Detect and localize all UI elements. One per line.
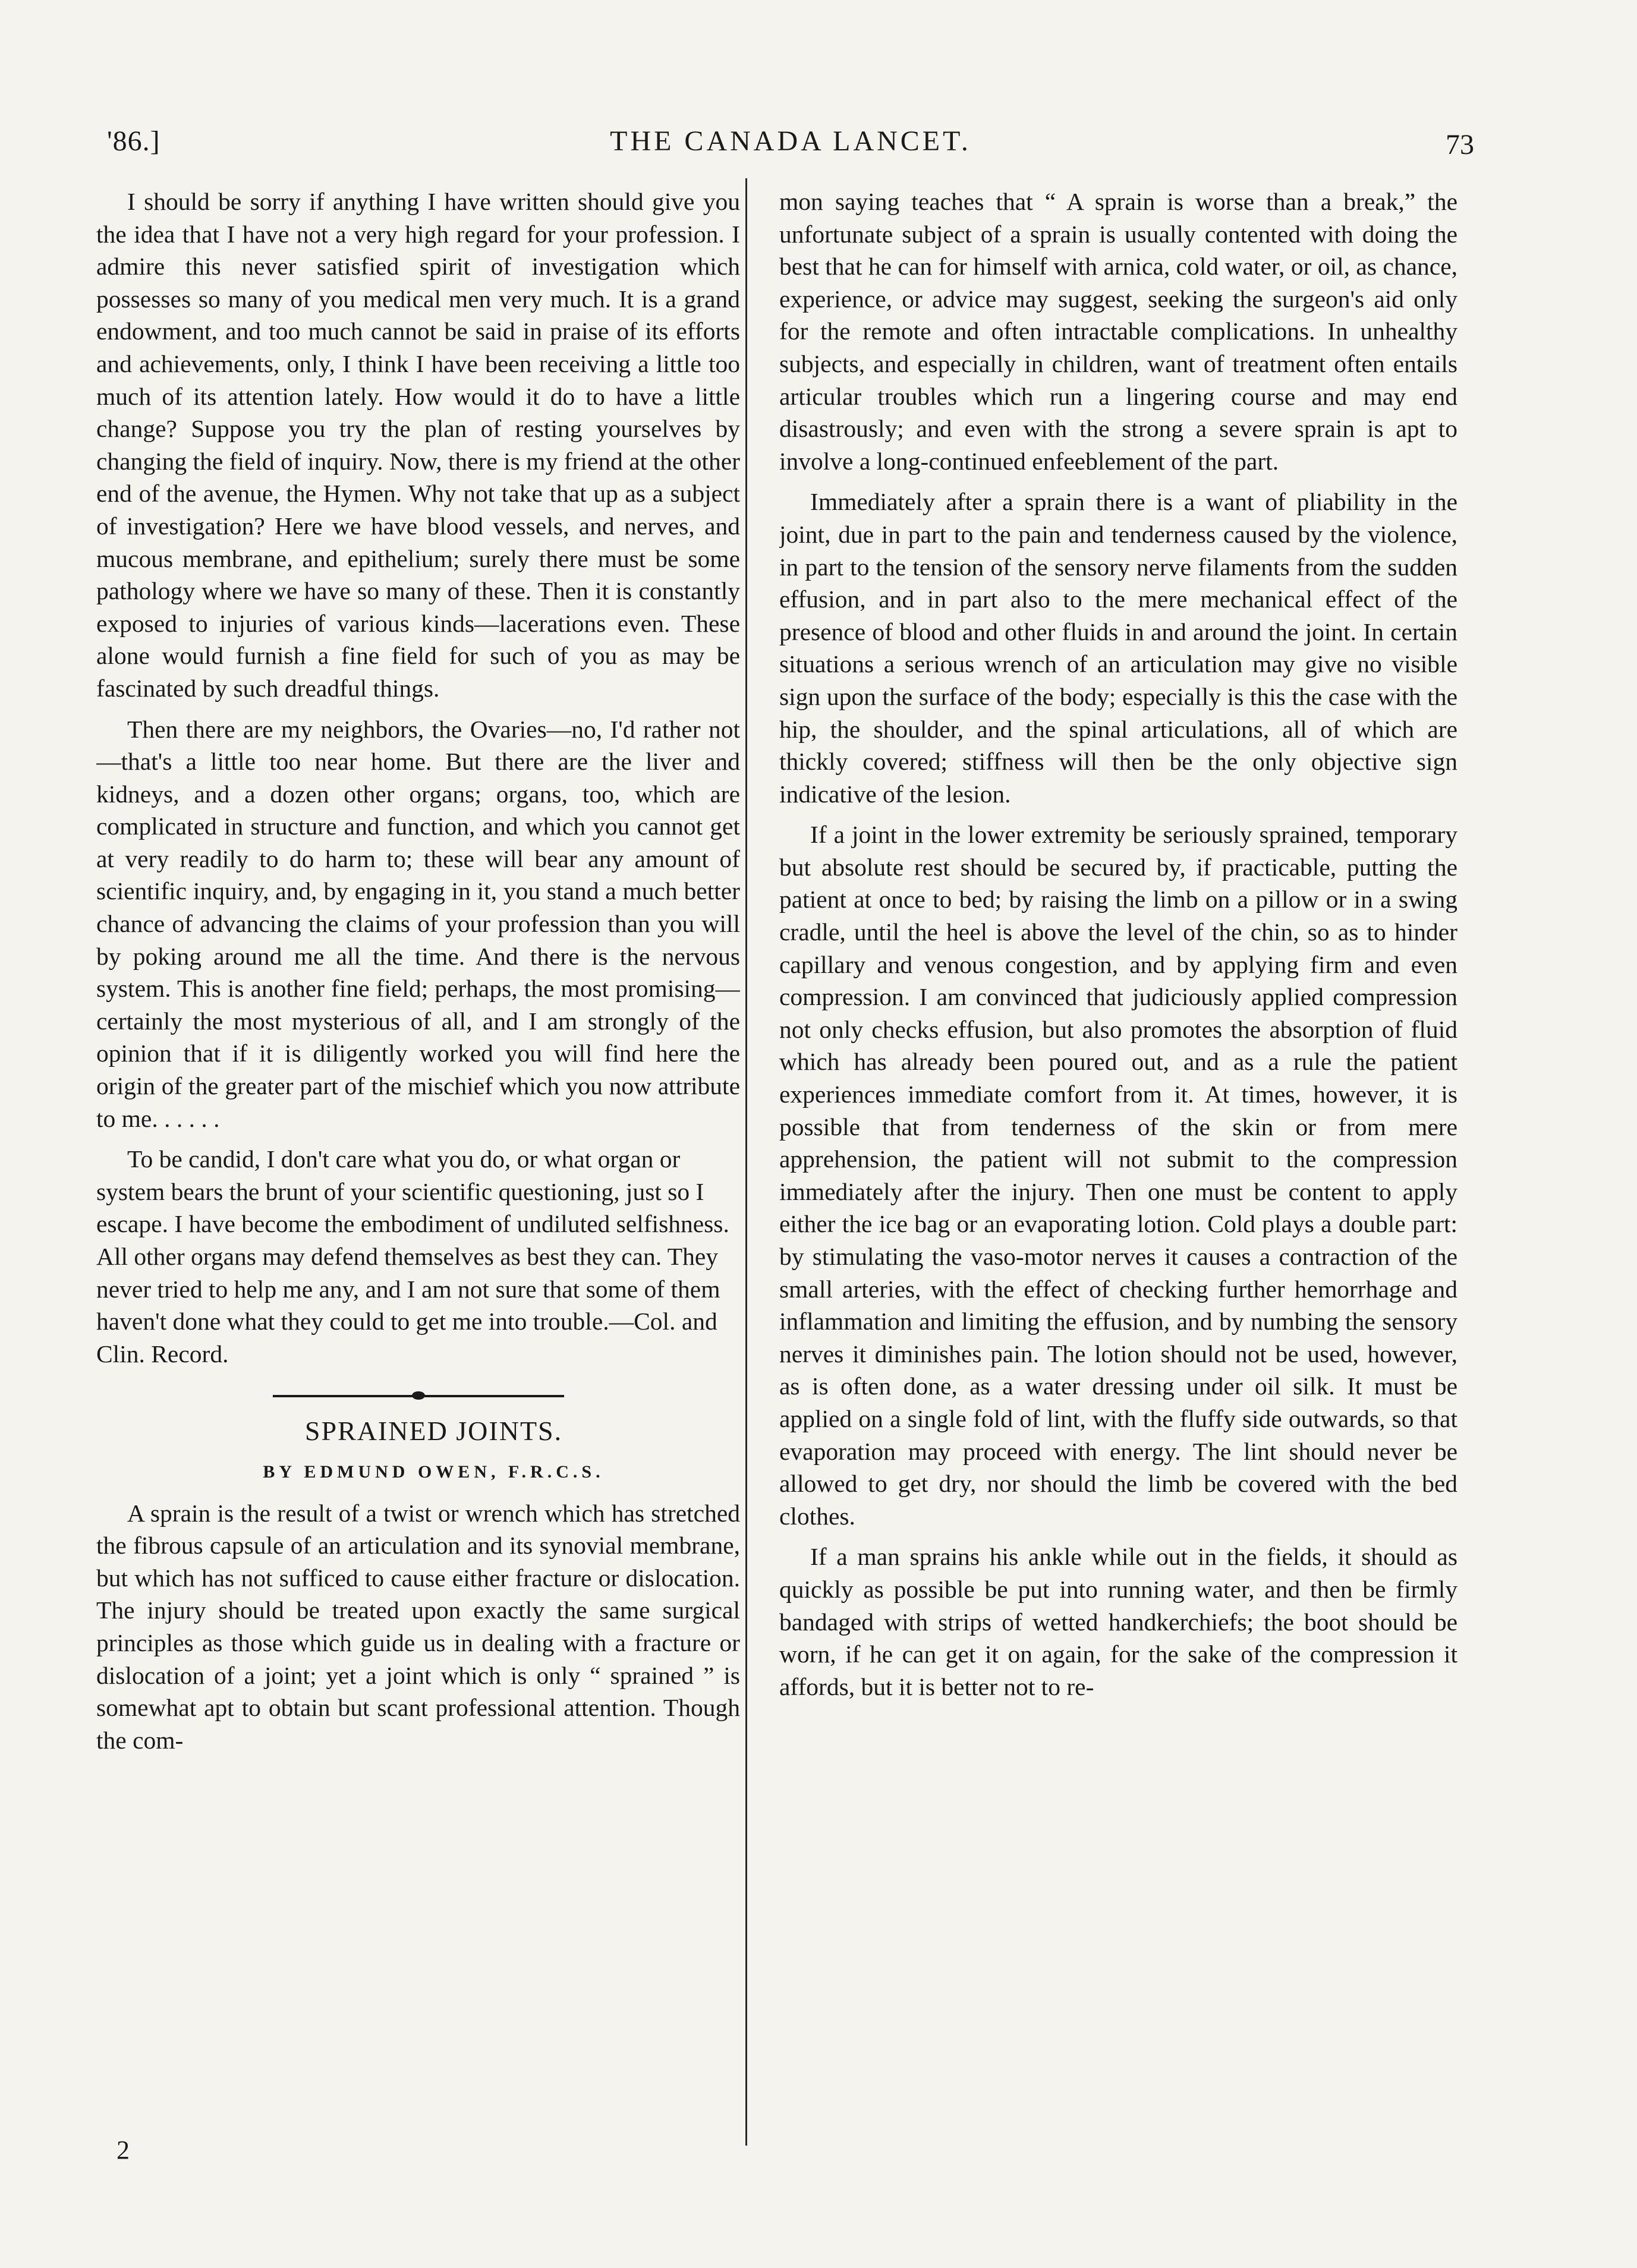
left-column (96, 185, 740, 2141)
article-byline: BY EDMUND OWEN, F.R.C.S. (263, 1461, 605, 1482)
signature-mark: 2 (117, 2135, 130, 2165)
paragraph: If a man sprains his ankle while out in the fields, it should as quickly as possible be put into running water, and then be firmly bandaged with strips of wetted handkerchiefs; the boot should be worn, if he can get it on again, for the sake of the compression it affords, but it is better not to re- (779, 1543, 1457, 1700)
paragraph: A sprain is the result of a twist or wrench which has stretched the fibrous capsule of an articulation and its synovial membrane, but which has not sufficed to cause either fracture or dislocation. The injury should be treated upon exactly the same surgical principles as those which guide us in dealing with a fracture or dislocation of a joint; yet a joint which is only “ sprained ” is somewhat apt to obtain but scant professional attention. Though the com- (96, 1499, 740, 1754)
paragraph: I should be sorry if anything I have written should give you the idea that I have not a very high regard for your profession. I admire this never satisfied spirit of investigation which possesses so many of you medical men very much. It is a grand endowment, and too much cannot be said in praise of its efforts and achievements, only, I think I have been receiving a little too much of its attention lately. How would it do to have a little change? Suppose you try the plan of resting yourselves by changing the field of inquiry. Now, there is my friend at the other end of the avenue, the Hymen. Why not take that up as a subject of investigation? Here we have blood vessels, and nerves, and mucous membrane, and epithelium; surely there must be some pathology where we have so many of these. Then it is constantly exposed to injuries of various kinds—lacerations even. These alone would furnish a fine field for such of you as may be fascinated by such dreadful things. (96, 188, 740, 702)
paragraph: Immediately after a sprain there is a want of pliability in the joint, due in part to the pain and tenderness caused by the violence, in part to the tension of the sensory nerve filaments from the sudden effusion, and in part also to the mere mechanical effect of the presence of blood and other fluids in and around the joint. In certain situations a serious wrench of an articulation may give no visible sign upon the surface of the body; especially is this the case with the hip, the shoulder, and the spinal articulations, all of which are thickly covered; stiffness will then be the only objective sign indicative of the lesion. (779, 488, 1457, 808)
header-year: '86.] (107, 125, 160, 157)
paragraph: If a joint in the lower extremity be seriously sprained, temporary but absolute rest should be secured by, if practicable, putting the patient at once to bed; by raising the limb on a pillow or in a swing cradle, until the heel is above the level of the chin, so as to hinder capillary and venous congestion, and by applying firm and even compression. I am convinced that judiciously applied compression not only checks effusion, but also promotes the absorption of fluid which has already been poured out, and as a rule the patient experiences immediate comfort from it. At times, however, it is possible that from tenderness of the skin or from mere apprehension, the patient will not submit to the compression immediately after the injury. Then one must be content to apply either the ice bag or an evaporating lotion. Cold plays a double part: by stimulating the vaso-motor nerves it causes a contraction of the small arteries, with the effect of checking further hemorrhage and inflammation and limiting the effusion, and by numbing the sensory nerves it diminishes pain. The lotion should not be used, however, as is often done, as a water dressing under oil silk. It must be applied on a single fold of lint, with the fluffy side outwards, so that evaporation may proceed with energy. The lint should never be allowed to get dry, nor should the limb be covered with the bed clothes. (779, 821, 1457, 1530)
page-number: 73 (1446, 129, 1474, 160)
column-divider (745, 178, 747, 2146)
paragraph: Then there are my neighbors, the Ovaries—no, I'd rather not—that's a little too near home. But there are the liver and kidneys, and a dozen other organs; organs, too, which are complicated in structure and function, and which you cannot get at very readily to do harm to; these will bear any amount of scientific inquiry, and, by engaging in it, you stand a much better chance of advancing the claims of your profession than you will by poking around me all the time. And there is the nervous system. This is another fine field; perhaps, the most promising—certainly the most mysterious of all, and I am strongly of the opinion that if it is diligently worked you will find here the origin of the greater part of the mischief which you now attribute to me. . . . . . (96, 715, 740, 1132)
paragraph: mon saying teaches that “ A sprain is worse than a break,” the unfortunate subject of a sprain is usually contented with doing the best that he can for himself with arnica, cold water, or oil, as chance, experience, or advice may suggest, seeking the surgeon's aid only for the remote and often intractable complications. In unhealthy subjects, and especially in children, want of treatment often entails articular troubles which run a lingering course and may end disastrously; and even with the strong a severe sprain is apt to involve a long-continued enfeeblement of the part. (779, 188, 1457, 475)
paragraph: To be candid, I don't care what you do, or what organ or system bears the brunt of your scientific questioning, just so I escape. I have become the embodiment of undiluted selfishness. All other organs may defend themselves as best they can. They never tried to help me any, and I am not sure that some of them haven't done what they could to get me into trouble.—Col. and Clin. Record. (96, 1145, 729, 1368)
running-header (107, 125, 1474, 166)
article-title: SPRAINED JOINTS. (304, 1416, 563, 1447)
journal-title: THE CANADA LANCET. (610, 125, 971, 157)
right-column (779, 185, 1457, 2141)
section-divider (273, 1395, 564, 1397)
